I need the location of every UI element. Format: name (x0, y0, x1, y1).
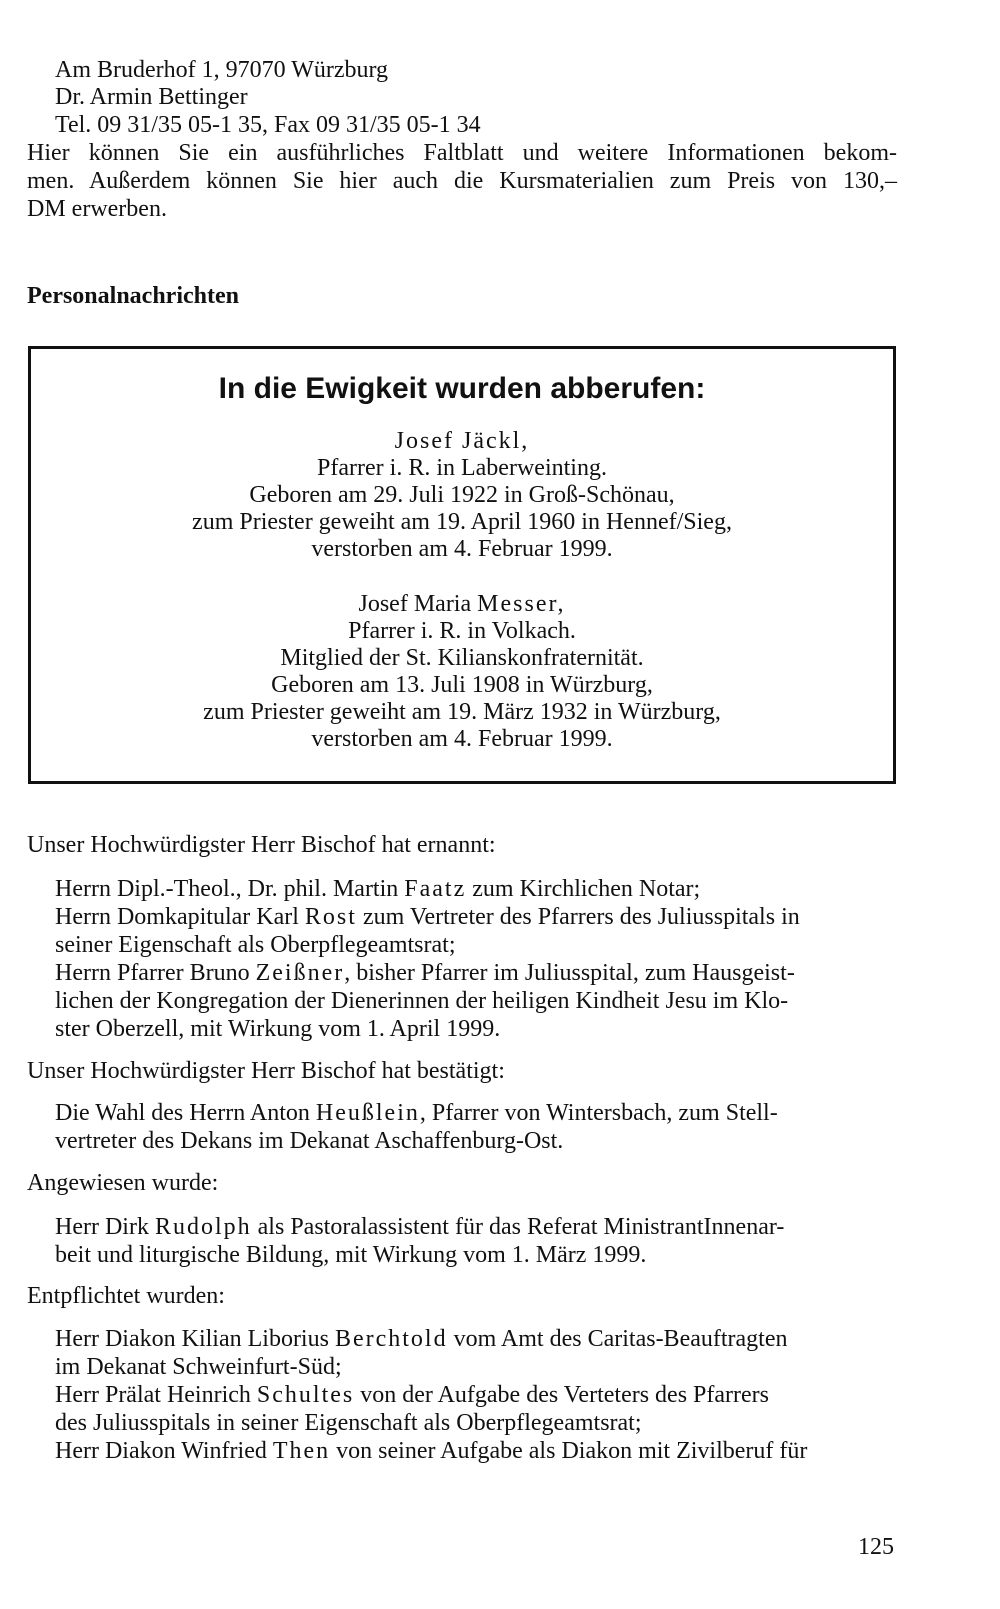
appointed-3-line-3: ster Oberzell, mit Wirkung vom 1. April 1999. (55, 1016, 501, 1042)
obituary-1-name: Josef Jäckl, (394, 428, 530, 454)
obituary-2-name (31, 590, 893, 618)
released-3-name: Then (272, 1438, 331, 1464)
obituary-title: In die Ewigkeit wurden abberufen: (218, 372, 706, 405)
section-heading: Personalnachrichten (27, 283, 239, 309)
page-number: 125 (858, 1534, 894, 1560)
contact-info-line-2: men. Außerdem können Sie hier auch die Kursmaterialien zum Preis von 130,– (27, 168, 897, 194)
obituary-1-line-2: Geboren am 29. Juli 1922 in Groß-Schönau, (249, 482, 675, 508)
assigned-post: als Pastoralassistent für das Referat MinistrantInnenar- (251, 1214, 785, 1240)
confirmed-name: Heußlein (315, 1100, 420, 1126)
appointed-1-name: Faatz (404, 876, 467, 902)
released-2-pre: Herr Prälat Heinrich (55, 1382, 257, 1408)
released-2-line-2: des Juliusspitals in seiner Eigenschaft als Oberpflegeamtsrat; (55, 1410, 642, 1436)
appointed-2-name: Rost (304, 904, 357, 930)
appointed-2-post: zum Vertreter des Pfarrers des Juliusspitals in (356, 904, 800, 930)
assigned-heading: Angewiesen wurde: (27, 1170, 219, 1196)
released-1-pre: Herr Diakon Kilian Liborius (55, 1326, 335, 1352)
obituary-box (28, 346, 896, 784)
released-2-post: von der Aufgabe des Verteters des Pfarrers (354, 1382, 769, 1408)
released-1-name: Berchtold (334, 1326, 448, 1352)
obituary-2-line-2: Mitglied der St. Kilianskonfraternität. (280, 645, 644, 671)
confirmed-heading: Unser Hochwürdigster Herr Bischof hat bestätigt: (27, 1058, 505, 1084)
appointed-2-pre: Herrn Domkapitular Karl (55, 904, 305, 930)
contact-info-line-3: DM erwerben. (27, 196, 167, 222)
assigned-line-2: beit und liturgische Bildung, mit Wirkung vom 1. März 1999. (55, 1242, 647, 1268)
released-heading: Entpflichtet wurden: (27, 1283, 225, 1309)
appointed-entry-2 (55, 902, 800, 932)
appointed-3-pre: Herrn Pfarrer Bruno (55, 960, 256, 986)
appointed-3-line-2: lichen der Kongregation der Dienerinnen der heiligen Kindheit Jesu im Klo- (55, 988, 789, 1014)
released-entry-2 (55, 1380, 769, 1410)
released-entry-1 (55, 1324, 788, 1354)
released-3-pre: Herr Diakon Winfried (55, 1438, 273, 1464)
released-1-line-2: im Dekanat Schweinfurt-Süd; (55, 1354, 342, 1380)
assigned-entry (55, 1212, 784, 1242)
released-1-post: vom Amt des Caritas-Beauftragten (447, 1326, 788, 1352)
obituary-2-line-4: zum Priester geweiht am 19. März 1932 in Würzburg, (203, 699, 721, 725)
appointed-heading: Unser Hochwürdigster Herr Bischof hat ernannt: (27, 832, 496, 858)
appointed-entry-1 (55, 874, 700, 904)
obituary-1-line-3: zum Priester geweiht am 19. April 1960 in Hennef/Sieg, (192, 509, 732, 535)
obituary-2-line-3: Geboren am 13. Juli 1908 in Würzburg, (271, 672, 653, 698)
appointed-1-pre: Herrn Dipl.-Theol., Dr. phil. Martin (55, 876, 405, 902)
released-entry-3 (55, 1436, 807, 1466)
contact-info-line-1: Hier können Sie ein ausführliches Faltblatt und weitere Informationen bekom- (27, 140, 897, 166)
assigned-name: Rudolph (154, 1214, 252, 1240)
released-2-name: Schultes (256, 1382, 355, 1408)
confirmed-pre: Die Wahl des Herrn Anton (55, 1100, 316, 1126)
released-3-post: von seiner Aufgabe als Diakon mit Zivilberuf für (330, 1438, 808, 1464)
obituary-2-last-name: Messer, (477, 591, 566, 617)
obituary-1-line-1: Pfarrer i. R. in Laberweinting. (317, 455, 607, 481)
obituary-1-line-4: verstorben am 4. Februar 1999. (311, 536, 613, 562)
contact-address: Am Bruderhof 1, 97070 Würzburg (55, 57, 389, 83)
appointed-2-line-2: seiner Eigenschaft als Oberpflegeamtsrat; (55, 932, 456, 958)
obituary-2-line-5: verstorben am 4. Februar 1999. (311, 726, 613, 752)
contact-phone: Tel. 09 31/35 05-1 35, Fax 09 31/35 05-1 34 (55, 112, 481, 138)
contact-person: Dr. Armin Bettinger (55, 84, 248, 110)
confirmed-post: , Pfarrer von Wintersbach, zum Stell- (419, 1100, 778, 1126)
appointed-3-post: , bisher Pfarrer im Juliusspital, zum Hausgeist- (344, 960, 795, 986)
appointed-3-name: Zeißner (255, 960, 345, 986)
confirmed-line-2: vertreter des Dekans im Dekanat Aschaffenburg-Ost. (55, 1128, 564, 1154)
appointed-1-post: zum Kirchlichen Notar; (466, 876, 701, 902)
confirmed-entry (55, 1098, 778, 1128)
assigned-pre: Herr Dirk (55, 1214, 155, 1240)
appointed-entry-3 (55, 958, 795, 988)
obituary-2-first-name: Josef Maria (358, 591, 478, 617)
obituary-2-line-1: Pfarrer i. R. in Volkach. (348, 618, 576, 644)
